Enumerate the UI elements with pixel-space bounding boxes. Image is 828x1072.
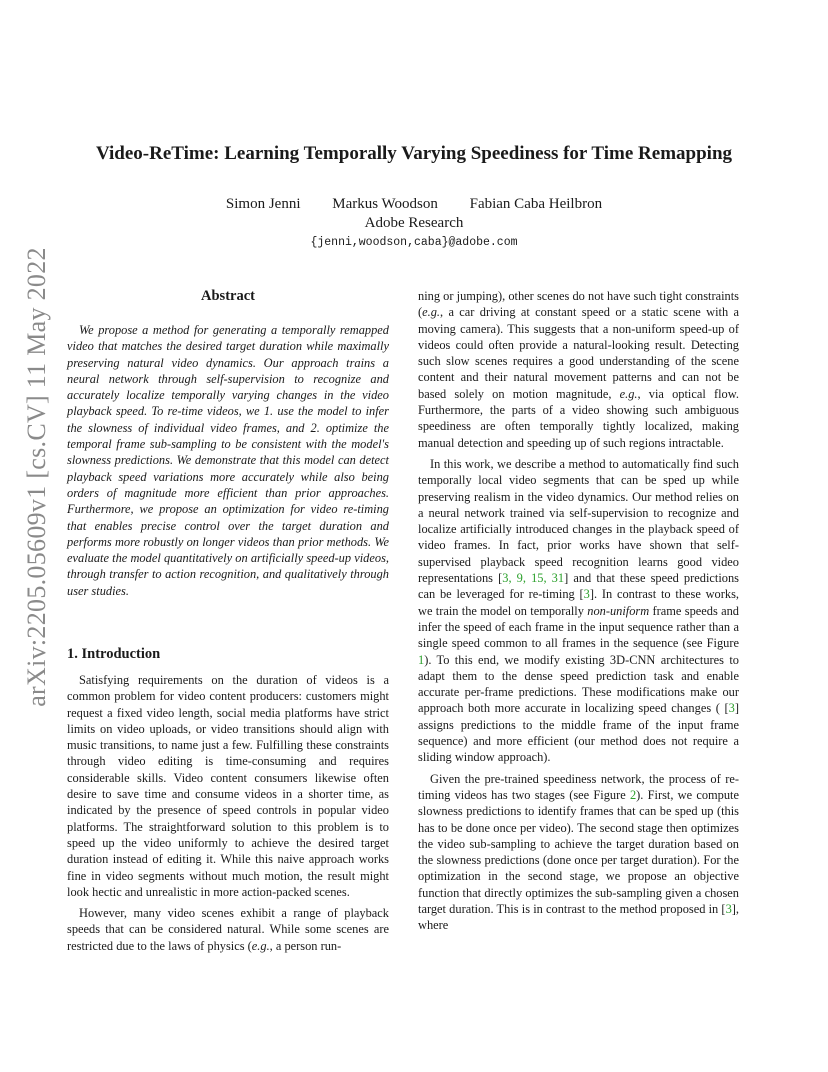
abstract-body [67,322,389,604]
text-run: ). To this end, we modify existing 3D-CNN architectures to adapt them to the dense speed prediction task and enable accurate per-frame predictions. These modifications make our approach both more accurate in localizing speed changes ( [ [418,652,739,716]
text-run: , via optical flow. Furthermore, the parts of a video showing such ambiguous speediness are often temporally tightly localized, making manual detection and speeding up of such regions intractable. [418,386,739,450]
text-run-cont: , a person run- [269,938,342,953]
affiliation: Adobe Research [364,215,464,231]
section-heading: 1. Introduction [67,646,161,662]
text-run: non-uniform [587,603,650,618]
intro-paragraph-4 [418,771,739,934]
figure-link[interactable]: 2 [629,787,637,802]
citation-link[interactable]: 3, 9, 15, 31 [502,571,565,586]
text-run: ning or jumping), other scenes do not have such tight constraints ( [418,289,739,320]
abstract-heading: Abstract [201,288,255,304]
text-run: In this work, we describe a method to automatically find such temporally local video segments that can be sped up while preserving realism in the video dynamics. Our method relies on a neural network trained via self-supervision to recognize and localize artificially introduced changes in the playback speed of video frames. In fact, prior works have shown that self-supervised playback speed recognition learns good video representations [ [418,456,739,586]
arxiv-stamp: arXiv:2205.05609v1 [cs.CV] 11 May 2022 [22,247,52,707]
author-name: Fabian Caba Heilbron [469,196,603,212]
text-run: ] and that these speed predictions can be leveraged for re-timing [ [418,571,739,602]
intro-left-column [67,672,389,959]
author-email: {jenni,woodson,caba}@adobe.com [310,236,518,249]
author-name: Markus Woodson [332,196,438,212]
text-run: Given the pre-trained speediness network, the process of re-timing videos has two stages (see Figure [418,771,739,802]
citation-link[interactable]: 3 [583,587,590,602]
text-run: e.g. [251,938,270,953]
author-name: Simon Jenni [225,196,301,212]
author-block [60,195,768,233]
citation-link[interactable]: 3 [728,701,735,716]
intro-paragraph-2 [67,905,389,954]
text-run: e.g. [422,305,441,320]
intro-paragraph-1: Satisfying requirements on the duration of videos is a common problem for video content producers: customers might request a fixed video length, social media platforms have strict limits on video uploads, or video transitions should align with music transitions, to name just a few. Fulfilling these constraints through video editing is time-consuming and requires considerable skills. Video content consumers likewise often desire to save time and consume videos in a shorter time, as indicated by the presence of speed controls in popular video platforms. The straightforward solution to this problem is to speed up the video uniformly to achieve the desired target duration instead of editing it. While this naive approach works fine in video segments without much motion, the result might look hectic and unrealistic in more action-packed scenes. [67,673,389,899]
text-run: However, many video scenes exhibit a range of playback speeds that can be considered natural. While some scenes are restricted due to the laws of physics ( [67,906,389,953]
figure-link[interactable]: 1 [418,652,425,667]
abstract-text: We propose a method for generating a temporally remapped video that matches the desired target duration while maximally preserving natural video dynamics. Our approach trains a neural network through self-supervision to recognize and accurately localize temporally varying changes in the video playback speed. To re-time videos, we 1. use the model to infer the slowness of individual video frames, and 2. optimize the temporal frame sub-sampling to be consistent with the model's slowness predictions. We demonstrate that this model can detect playback speed variations more accurately while also being orders of magnitude more efficient than prior approaches. Furthermore, we propose an optimization for video re-timing that enables precise control over the target duration and performs more robustly on longer videos than prior methods. We evaluate the model quantitatively on artificially speed-up videos, through transfer to action recognition, and qualitatively through user studies. [67,323,389,598]
text-run: , a car driving at constant speed or a static scene with a moving camera). This suggests that a non-uniform speed-up of videos could often provide a natural-looking result. Detecting such slow scenes requires a good understanding of the scene content and their natural movement patterns and can not be based solely on motion magnitude, [418,305,739,401]
text-run: ] assigns predictions to the middle frame of the input frame sequence) and more efficient (our method does not require a sliding window approach). [418,701,739,765]
text-run: ]. In contrast to these works, we train the model on temporally [418,587,739,618]
paper-title: Video-ReTime: Learning Temporally Varying Speediness for Time Remapping [95,143,733,164]
intro-paragraph-2-cont [418,288,739,451]
text-run: ). First, we compute slowness predictions to identify frames that can be sped up (this has to be done once per video). The second stage then optimizes the video sub-sampling to achieve the target duration based on the slowness predictions (done once per target duration). For the optimization in the second stage, we propose an objective function that directly optimizes the sub-sampling given a chosen target duration. This is in contrast to the method proposed in [ [418,787,740,916]
text-run: ], where [418,901,739,933]
text-run: frame speeds and infer the speed of each frame in the input sequence rather than a single speed common to all frames in the sequence (see Figure [418,603,739,651]
citation-link[interactable]: 3 [725,901,732,916]
intro-right-column [418,288,739,939]
text-run: e.g. [619,386,638,401]
intro-paragraph-3 [418,456,739,766]
